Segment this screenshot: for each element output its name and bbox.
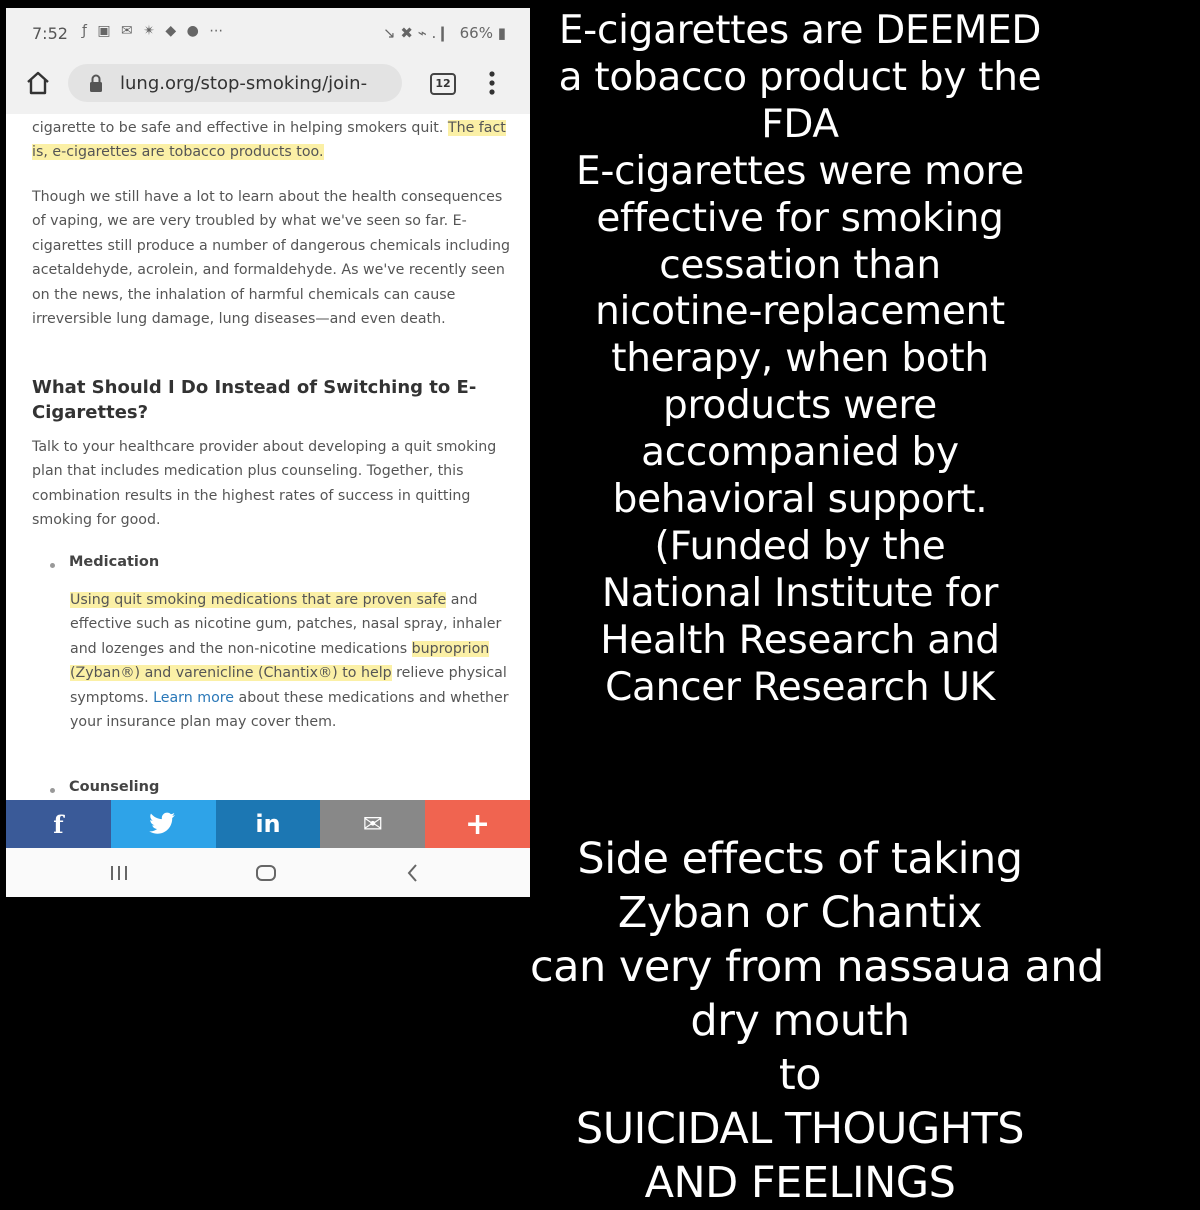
share-bar	[6, 800, 530, 848]
caption-top-line: products were	[663, 383, 937, 429]
android-nav-bar	[6, 848, 530, 897]
battery-icon: ▮	[497, 24, 506, 42]
caption-top-line: FDA	[761, 101, 839, 147]
provider-paragraph: Talk to your healthcare provider about developing a quit smoking plan that includes medication plus counseling. Together, this combination results in the highest rates of success in quitting smoking for good.	[32, 439, 497, 529]
browser-toolbar	[6, 52, 530, 114]
caption-bottom-line: Side effects of taking	[577, 834, 1023, 884]
caption-top-line: accompanied by	[641, 430, 959, 476]
url-text: lung.org/stop-smoking/join-	[120, 73, 368, 94]
caption-top-line: Health Research and	[600, 617, 1000, 663]
recents-icon[interactable]	[108, 864, 130, 882]
caption-top-line: Cancer Research UK	[605, 664, 995, 710]
linkedin-share-button[interactable]	[216, 800, 321, 848]
caption-top-line: cessation than	[659, 242, 941, 288]
caption-top-line: a tobacco product by the	[558, 54, 1042, 100]
caption-bottom-line: Zyban or Chantix	[617, 888, 983, 938]
med-text-2: relieve physical symptoms.	[70, 665, 507, 706]
caption-bottom	[530, 832, 1104, 1210]
status-time: 7:52	[32, 24, 68, 43]
med-text-3: about these medications and whether your insurance plan may cover them.	[70, 689, 509, 731]
learn-more-link[interactable]: Learn more	[153, 689, 235, 706]
android-home-icon[interactable]	[255, 863, 277, 883]
bullet-dot	[50, 788, 55, 793]
medication-label: Medication	[69, 554, 160, 570]
facebook-share-button[interactable]	[6, 800, 111, 848]
med-highlight-2: buproprion (Zyban®) and varenicline (Chantix®) to help	[70, 640, 490, 682]
battery-percent: 66%	[459, 24, 493, 42]
linkedin-icon: in	[255, 810, 281, 838]
caption-top-line: nicotine-replacement	[595, 289, 1005, 335]
caption-top-line: (Funded by the	[654, 523, 946, 569]
caption-top-line: National Institute for	[601, 570, 999, 616]
intro-paragraph	[32, 116, 510, 165]
counseling-label: Counseling	[69, 779, 160, 795]
caption-top-line: therapy, when both	[611, 336, 989, 382]
email-icon: ✉	[362, 810, 383, 838]
bullet-dot	[50, 563, 55, 568]
home-icon[interactable]	[24, 69, 52, 97]
caption-top	[530, 8, 1070, 712]
caption-bottom-line: AND FEELINGS	[644, 1158, 956, 1208]
caption-bottom-line: can very from nassaua and	[530, 942, 1104, 992]
address-bar[interactable]	[68, 64, 402, 102]
caption-top-line: E-cigarettes were more	[576, 148, 1024, 194]
notification-icons: ƒ ▣ ✉ ✴ ◆ ● ⋯	[82, 23, 227, 39]
intro-text-plain: cigarette to be safe and effective in helping smokers quit.	[32, 120, 448, 136]
section-heading: What Should I Do Instead of Switching to E-Cigarettes?	[32, 377, 477, 423]
more-share-button[interactable]	[425, 800, 530, 848]
caption-top-line: behavioral support.	[612, 477, 988, 523]
twitter-icon	[149, 812, 177, 836]
intro-text-highlight: The fact is, e-cigarettes are tobacco products too.	[32, 120, 506, 161]
system-status-icons	[383, 24, 506, 42]
phone-screenshot	[6, 8, 530, 897]
caption-top-line: effective for smoking	[596, 195, 1004, 241]
lock-icon	[88, 73, 104, 93]
med-highlight-1: Using quit smoking medications that are proven safe	[70, 592, 447, 608]
caption-bottom-line: to	[778, 1050, 822, 1100]
caption-bottom-line: dry mouth	[690, 996, 910, 1046]
facebook-icon: f	[53, 809, 64, 839]
caption-bottom-line: SUICIDAL THOUGHTS	[575, 1104, 1025, 1154]
medication-paragraph	[70, 588, 516, 734]
email-share-button[interactable]	[320, 800, 425, 848]
plus-icon: +	[465, 806, 491, 842]
health-paragraph: Though we still have a lot to learn about the health consequences of vaping, we are very troubled by what we've seen so far. E-cigarettes still produce a number of dangerous chemicals including acetaldehyde, acrolein, and formaldehyde. As we've recently seen on the news, the inhalation of harmful chemicals can cause irreversible lung damage, lung diseases—and even death.	[32, 189, 511, 328]
tab-count-icon[interactable]: 12	[430, 73, 456, 95]
twitter-share-button[interactable]	[111, 800, 216, 848]
signal-icons: ↘ ✖ ⌁ .❙	[383, 24, 449, 42]
caption-top-line: E-cigarettes are DEEMED	[558, 8, 1042, 53]
med-text-1: and effective such as nicotine gum, patches, nasal spray, inhaler and lozenges and the non-nicotine medications	[70, 592, 502, 657]
overflow-menu-icon[interactable]	[488, 70, 496, 96]
back-icon[interactable]	[404, 862, 420, 884]
